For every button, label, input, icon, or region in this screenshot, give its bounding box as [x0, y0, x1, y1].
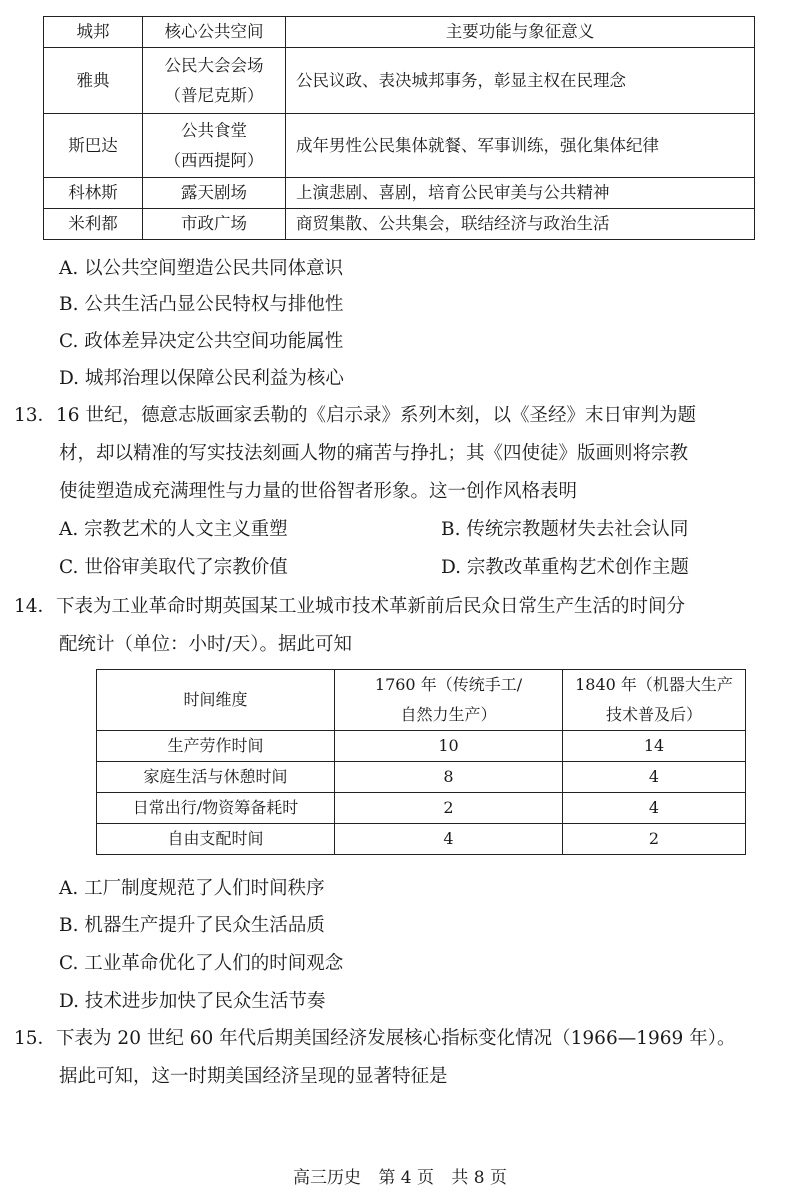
- footer-page: 第 4 页: [378, 1168, 434, 1188]
- q13-option-d[interactable]: D. 宗教改革重构艺术创作主题: [441, 557, 689, 578]
- table-row: [44, 178, 755, 209]
- value-1840: 4: [563, 762, 746, 793]
- value-1840: 14: [563, 731, 746, 762]
- value-1760: 8: [335, 762, 563, 793]
- value-1840: 2: [563, 824, 746, 855]
- q14-option-d[interactable]: D. 技术进步加快了民众生活节奏: [59, 991, 326, 1012]
- value-1840: 4: [563, 793, 746, 824]
- function-cell: 公民议政、表决城邦事务，彰显主权在民理念: [286, 48, 755, 114]
- footer-subject: 高三历史: [292, 1168, 361, 1188]
- table-row: [97, 762, 746, 793]
- city-cell: 米利都: [44, 209, 143, 240]
- table-row: [97, 731, 746, 762]
- header-dimension: 时间维度: [97, 670, 335, 731]
- city-cell: 斯巴达: [44, 114, 143, 178]
- q14-stem-line: 配统计（单位：小时/天）。据此可知: [59, 634, 352, 655]
- q15-stem-line: 据此可知，这一时期美国经济呈现的显著特征是: [59, 1066, 448, 1087]
- q13-stem-line: 使徒塑造成充满理性与力量的世俗智者形象。这一创作风格表明: [59, 481, 578, 502]
- space-cell: 露天剧场: [143, 178, 286, 209]
- row-label: 家庭生活与休憩时间: [97, 762, 335, 793]
- space-alias: （普尼克斯）: [164, 85, 264, 105]
- q14-option-b[interactable]: B. 机器生产提升了民众生活品质: [59, 915, 325, 936]
- value-1760: 4: [335, 824, 563, 855]
- table-header-row: [44, 17, 755, 48]
- q14-stem-line: 14．下表为工业革命时期英国某工业城市技术革新前后民众日常生产生活的时间分: [14, 596, 686, 617]
- q12-option-c[interactable]: C. 政体差异决定公共空间功能属性: [59, 331, 344, 352]
- q14-option-c[interactable]: C. 工业革命优化了人们的时间观念: [59, 953, 344, 974]
- q15-stem-line: 15．下表为 20 世纪 60 年代后期美国经济发展核心指标变化情况（1966—1969 年）。: [14, 1028, 736, 1049]
- header-1840: [563, 670, 746, 731]
- function-cell: 商贸集散、公共集会，联结经济与政治生活: [286, 209, 755, 240]
- q13-stem-line: 材，却以精准的写实技法刻画人物的痛苦与挣扎；其《四使徒》版画则将宗教: [59, 443, 689, 464]
- value-1760: 10: [335, 731, 563, 762]
- header-1760-line: 1760 年（传统手工/: [374, 675, 523, 694]
- row-label: 生产劳作时间: [97, 731, 335, 762]
- value-1760: 2: [335, 793, 563, 824]
- header-function: 主要功能与象征意义: [286, 17, 755, 48]
- page-footer: [0, 1163, 800, 1188]
- space-alias: （西西提阿）: [164, 150, 264, 170]
- function-cell: 成年男性公民集体就餐、军事训练，强化集体纪律: [286, 114, 755, 178]
- table-row: [44, 114, 755, 178]
- table-row: [97, 824, 746, 855]
- table-row: [97, 793, 746, 824]
- q12-option-b[interactable]: B. 公共生活凸显公民特权与排他性: [59, 294, 344, 315]
- space-name: 公共食堂: [181, 120, 247, 140]
- table-row: [44, 209, 755, 240]
- row-label: 自由支配时间: [97, 824, 335, 855]
- table-header-row: [97, 670, 746, 731]
- header-1760: [335, 670, 563, 731]
- q13-stem-line: 13．16 世纪，德意志版画家丢勒的《启示录》系列木刻，以《圣经》末日审判为题: [14, 405, 696, 426]
- table-row: [44, 48, 755, 114]
- q12-option-a[interactable]: A. 以公共空间塑造公民共同体意识: [59, 258, 344, 279]
- header-space: 核心公共空间: [143, 17, 286, 48]
- space-name: 公民大会会场: [164, 55, 264, 75]
- q13-option-b[interactable]: B. 传统宗教题材失去社会认同: [441, 519, 689, 540]
- space-cell: [143, 114, 286, 178]
- footer-total: 共 8 页: [451, 1168, 508, 1188]
- function-cell: 上演悲剧、喜剧，培育公民审美与公共精神: [286, 178, 755, 209]
- time-allocation-table: [96, 669, 746, 855]
- header-1840-line: 技术普及后）: [605, 705, 702, 724]
- space-cell: [143, 48, 286, 114]
- space-cell: 市政广场: [143, 209, 286, 240]
- city-cell: 科林斯: [44, 178, 143, 209]
- q13-option-c[interactable]: C. 世俗审美取代了宗教价值: [59, 557, 288, 578]
- city-state-table: [43, 16, 755, 240]
- header-1840-line: 1840 年（机器大生产: [575, 675, 733, 694]
- q13-option-a[interactable]: A. 宗教艺术的人文主义重塑: [59, 519, 288, 540]
- city-cell: 雅典: [44, 48, 143, 114]
- q14-option-a[interactable]: A. 工厂制度规范了人们时间秩序: [59, 878, 325, 899]
- header-city: 城邦: [44, 17, 143, 48]
- q12-option-d[interactable]: D. 城邦治理以保障公民利益为核心: [59, 368, 344, 389]
- row-label: 日常出行/物资筹备耗时: [97, 793, 335, 824]
- header-1760-line: 自然力生产）: [400, 705, 497, 724]
